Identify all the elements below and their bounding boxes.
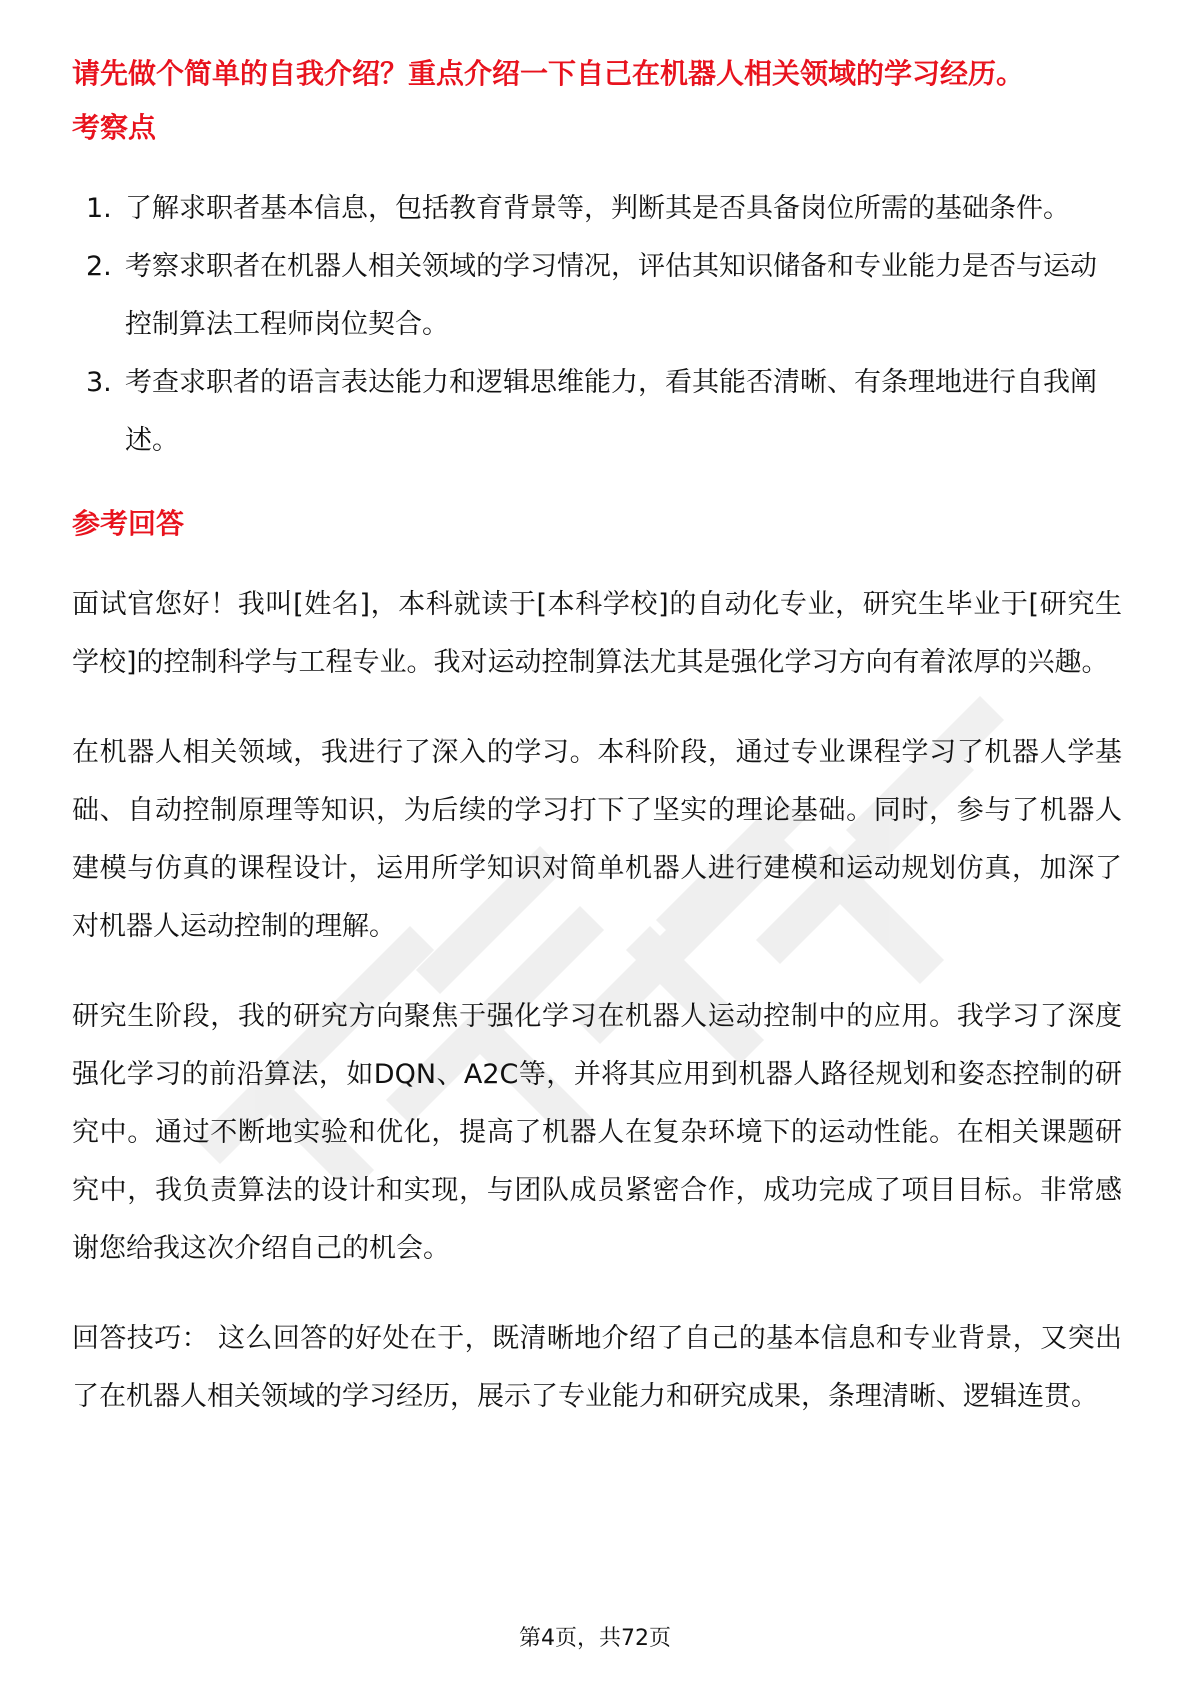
answer-title: 参考回答	[72, 507, 185, 540]
exam-point-text: 考查求职者的语言表达能力和逻辑思维能力，看其能否清晰、有条理地进行自我阐述。	[125, 367, 1097, 456]
exam-point-number: 2.	[86, 251, 112, 282]
exam-point-item	[72, 238, 1122, 354]
exam-point-text: 考察求职者在机器人相关领域的学习情况，评估其知识储备和专业能力是否与运动控制算法工程师岗位契合。	[125, 251, 1097, 340]
exam-point-item	[72, 180, 1122, 238]
answer-paragraph-undergrad: 在机器人相关领域，我进行了深入的学习。本科阶段，通过专业课程学习了机器人学基础、自动控制原理等知识，为后续的学习打下了坚实的理论基础。同时，参与了机器人建模与仿真的课程设计，运用所学知识对简单机器人进行建模和运动规划仿真，加深了对机器人运动控制的理解。	[72, 737, 1122, 942]
page-number-footer: 第4页，共72页	[519, 1626, 671, 1651]
exam-point-number: 3.	[86, 367, 112, 398]
document-content	[72, 50, 1122, 1426]
exam-point-item	[72, 354, 1122, 470]
exam-point-text: 了解求职者基本信息，包括教育背景等，判断其是否具备岗位所需的基础条件。	[125, 193, 1070, 224]
exam-point-number: 1.	[86, 193, 112, 224]
exam-points-list	[72, 180, 1122, 470]
answer-paragraph-graduate: 研究生阶段，我的研究方向聚焦于强化学习在机器人运动控制中的应用。我学习了深度强化学习的前沿算法，如DQN、A2C等，并将其应用到机器人路径规划和姿态控制的研究中。通过不断地实验和优化，提高了机器人在复杂环境下的运动性能。在相关课题研究中，我负责算法的设计和实现，与团队成员紧密合作，成功完成了项目目标。非常感谢您给我这次介绍自己的机会。	[72, 1001, 1122, 1264]
answer-tips-paragraph: 回答技巧： 这么回答的好处在于，既清晰地介绍了自己的基本信息和专业背景，又突出了在机器人相关领域的学习经历，展示了专业能力和研究成果，条理清晰、逻辑连贯。	[72, 1323, 1122, 1412]
question-heading: 请先做个简单的自我介绍？重点介绍一下自己在机器人相关领域的学习经历。	[72, 57, 1025, 90]
answer-paragraph-intro: 面试官您好！我叫[姓名]，本科就读于[本科学校]的自动化专业，研究生毕业于[研究生学校]的控制科学与工程专业。我对运动控制算法尤其是强化学习方向有着浓厚的兴趣。	[72, 589, 1122, 678]
exam-points-title: 考察点	[72, 111, 157, 144]
